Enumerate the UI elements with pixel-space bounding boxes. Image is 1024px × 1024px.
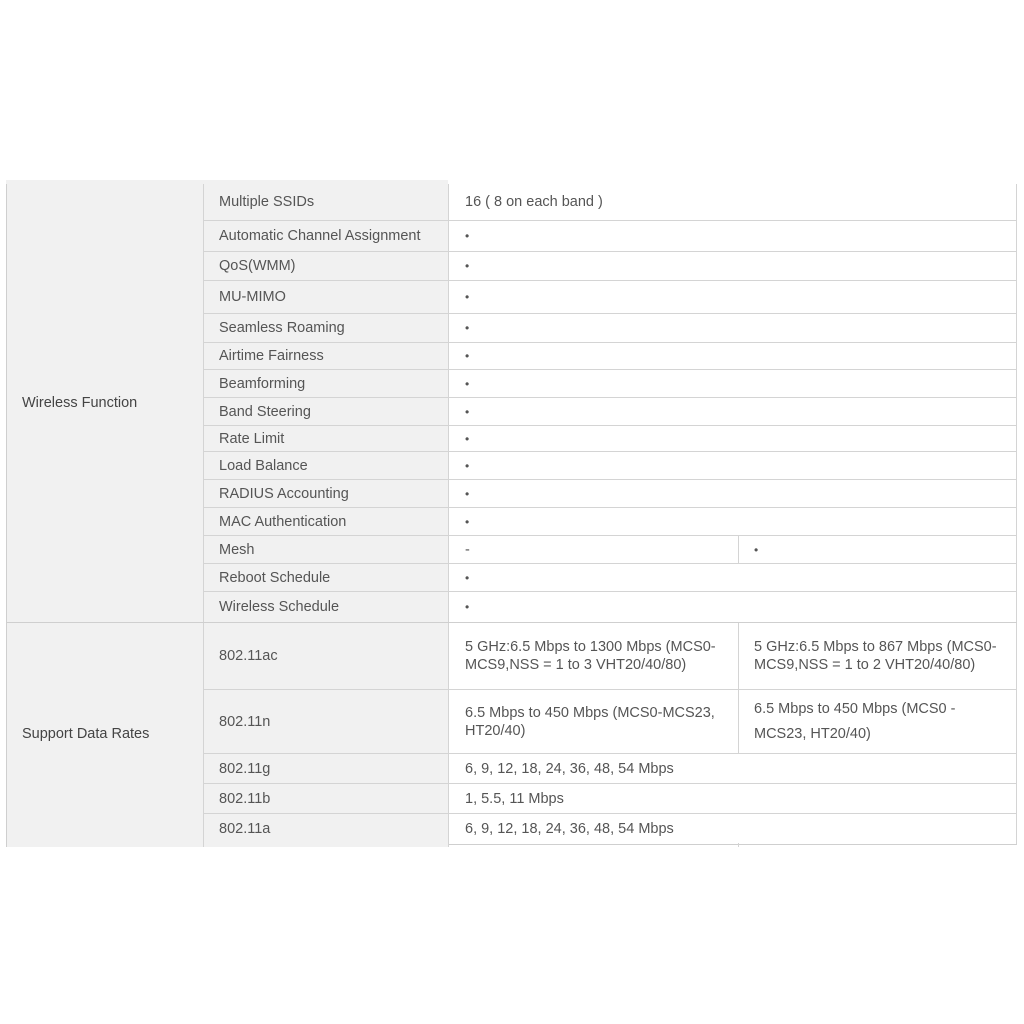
feature-value: [448, 480, 1017, 507]
feature-name: MU-MIMO: [203, 281, 448, 313]
feature-name: Reboot Schedule: [203, 564, 448, 591]
feature-value: 16 ( 8 on each band ): [448, 184, 1017, 220]
table-row: [203, 221, 1017, 252]
table-row: [203, 536, 1017, 564]
feature-name: Band Steering: [203, 398, 448, 425]
feature-name: RADIUS Accounting: [203, 480, 448, 507]
table-row: [203, 690, 1017, 754]
group-label: Wireless Function: [6, 184, 203, 622]
feature-name: 802.11n: [203, 690, 448, 753]
feature-value: [448, 452, 1017, 479]
bullet-mark: •: [465, 321, 470, 335]
table-row: [203, 426, 1017, 452]
feature-value: [448, 508, 1017, 535]
feature-value: [448, 426, 1017, 451]
feature-value-left: -: [448, 536, 738, 563]
table-bottom-edge: [6, 843, 1017, 847]
bullet-mark: •: [465, 570, 470, 585]
feature-name: Wireless Schedule: [203, 592, 448, 622]
bullet-mark: •: [465, 600, 470, 614]
table-row: [203, 281, 1017, 314]
group-rows: [203, 623, 1017, 844]
bullet-mark: •: [465, 290, 470, 304]
feature-value: 1, 5.5, 11 Mbps: [448, 784, 1017, 813]
bottom-edge-group-cell: [6, 843, 203, 847]
feature-name: Beamforming: [203, 370, 448, 397]
feature-value: [448, 252, 1017, 280]
feature-value: [448, 314, 1017, 342]
feature-value: [448, 343, 1017, 369]
bullet-mark: •: [465, 349, 470, 363]
table-row: [203, 452, 1017, 480]
feature-name: 802.11a: [203, 814, 448, 844]
table-row: [203, 314, 1017, 343]
table-row: [203, 564, 1017, 592]
bullet-mark: •: [754, 542, 759, 557]
feature-name: QoS(WMM): [203, 252, 448, 280]
spec-table: [6, 184, 1017, 845]
bullet-mark: •: [465, 431, 470, 446]
table-row: [203, 784, 1017, 814]
feature-value-right: 5 GHz:6.5 Mbps to 867 Mbps (MCS0-MCS9,NSS = 1 to 2 VHT20/40/80): [738, 623, 1017, 689]
feature-value: [448, 370, 1017, 397]
feature-name: MAC Authentication: [203, 508, 448, 535]
group-rows: [203, 184, 1017, 622]
bottom-edge-feature-cell: [203, 843, 448, 847]
feature-value: [448, 564, 1017, 591]
feature-name: Load Balance: [203, 452, 448, 479]
feature-name: Multiple SSIDs: [203, 184, 448, 220]
table-row: [203, 370, 1017, 398]
bullet-mark: •: [465, 376, 470, 391]
bottom-edge-divider: [738, 843, 739, 847]
feature-value: 6, 9, 12, 18, 24, 36, 48, 54 Mbps: [448, 814, 1017, 844]
bullet-mark: •: [465, 514, 470, 529]
feature-value: [448, 281, 1017, 313]
feature-name: 802.11b: [203, 784, 448, 813]
table-row: [203, 814, 1017, 844]
table-row: [203, 623, 1017, 690]
group-label: Support Data Rates: [6, 623, 203, 844]
feature-name: Seamless Roaming: [203, 314, 448, 342]
feature-name: 802.11g: [203, 754, 448, 783]
bullet-mark: •: [465, 259, 470, 273]
bullet-mark: •: [465, 458, 470, 473]
feature-value-left: 6.5 Mbps to 450 Mbps (MCS0-MCS23, HT20/40): [448, 690, 738, 753]
feature-value-left: 5 GHz:6.5 Mbps to 1300 Mbps (MCS0-MCS9,NSS = 1 to 3 VHT20/40/80): [448, 623, 738, 689]
table-row: [203, 592, 1017, 622]
table-row: [203, 398, 1017, 426]
feature-name: Airtime Fairness: [203, 343, 448, 369]
feature-value: 6, 9, 12, 18, 24, 36, 48, 54 Mbps: [448, 754, 1017, 783]
table-row: [203, 480, 1017, 508]
group-support-data-rates: [6, 623, 1017, 845]
feature-name: Mesh: [203, 536, 448, 563]
feature-value: [448, 592, 1017, 622]
feature-value: [448, 221, 1017, 251]
feature-name: Automatic Channel Assignment: [203, 221, 448, 251]
feature-value: [448, 398, 1017, 425]
feature-name: 802.11ac: [203, 623, 448, 689]
group-wireless-function: [6, 184, 1017, 623]
table-row: [203, 343, 1017, 370]
table-row: [203, 754, 1017, 784]
bullet-mark: •: [465, 404, 470, 419]
bullet-mark: •: [465, 229, 470, 243]
table-row: [203, 252, 1017, 281]
feature-value-right: [738, 536, 1017, 563]
table-row: [203, 184, 1017, 221]
bullet-mark: •: [465, 486, 470, 501]
feature-value-right: 6.5 Mbps to 450 Mbps (MCS0 - MCS23, HT20/40): [738, 690, 1017, 753]
table-row: [203, 508, 1017, 536]
bottom-edge-divider: [448, 843, 449, 847]
feature-name: Rate Limit: [203, 426, 448, 451]
